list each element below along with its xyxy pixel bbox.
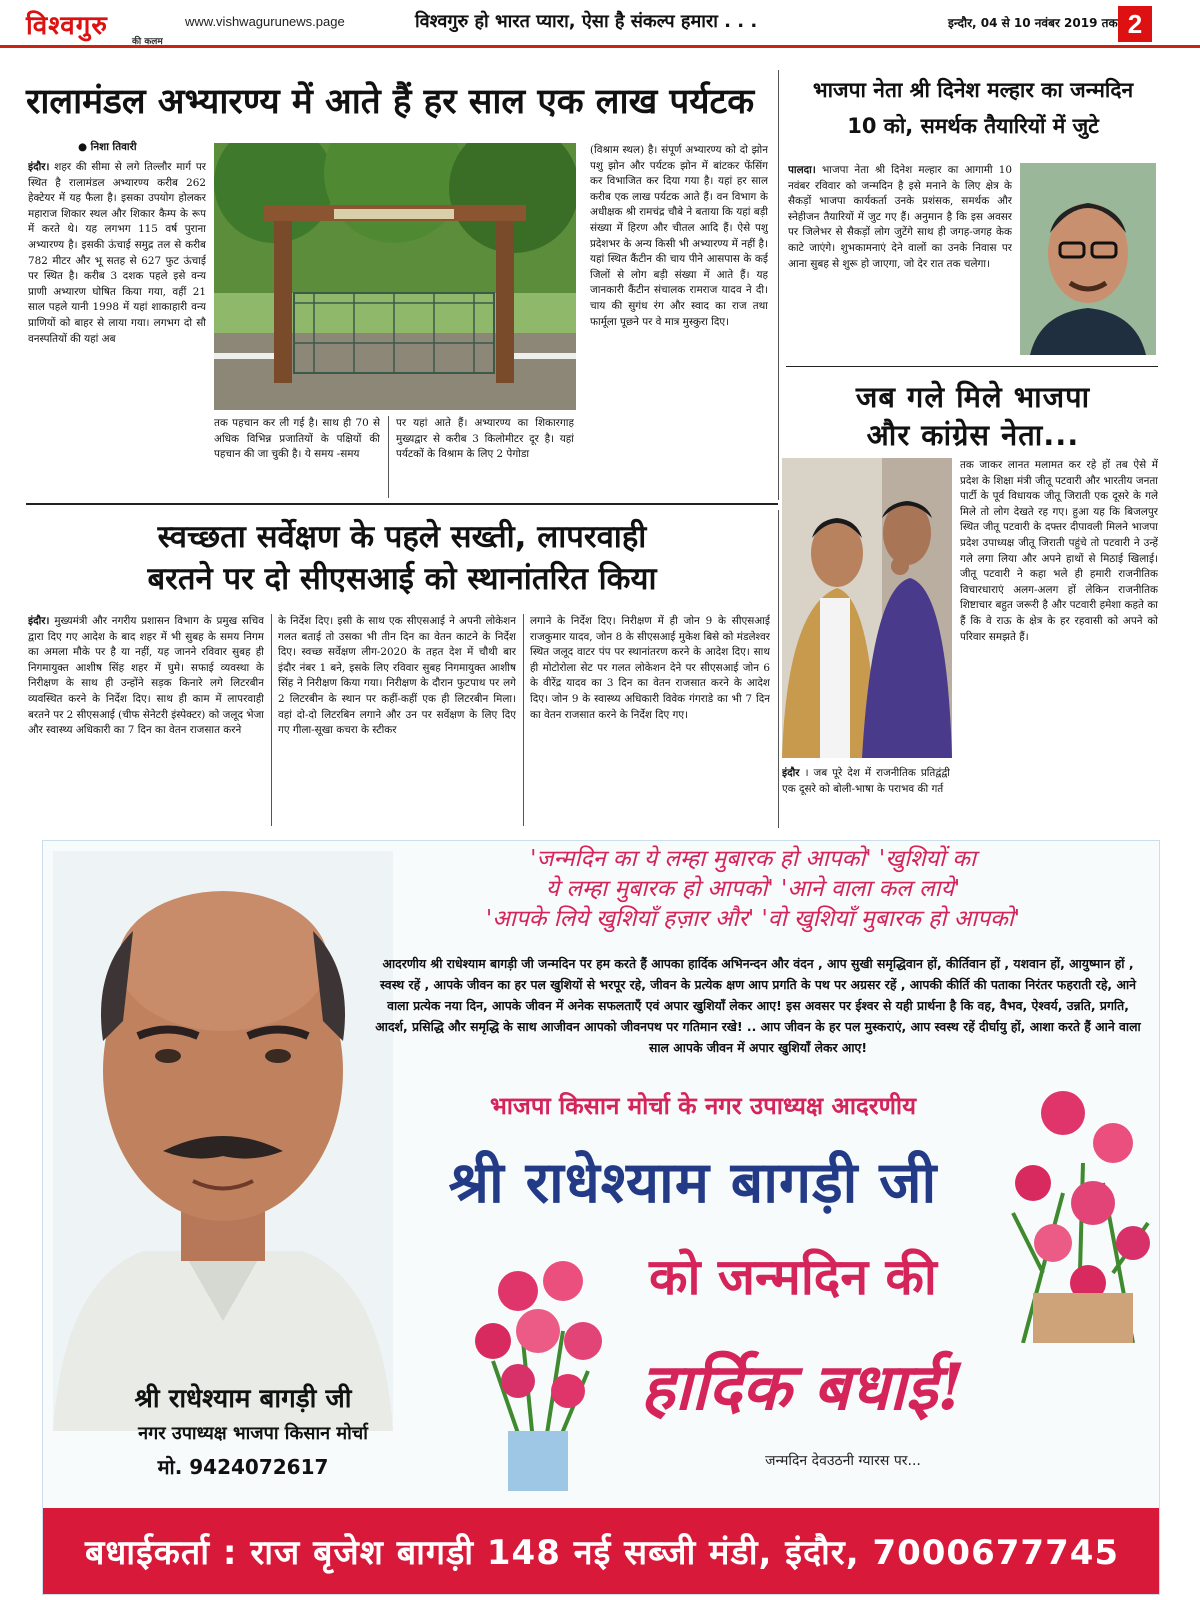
masthead xyxy=(0,0,1200,48)
column-divider xyxy=(271,614,272,826)
designation-line: भाजपा किसान मोर्चा के नगर उपाध्यक्ष आदरणीय xyxy=(489,1092,917,1120)
column-divider xyxy=(778,510,779,828)
birthday-advertisement xyxy=(42,840,1160,1595)
story4-headline: जब गले मिले भाजपा और कांग्रेस नेता... xyxy=(855,380,1091,452)
website-url[interactable]: www.vishwagurunews.page xyxy=(185,14,345,29)
slogan: विश्वगुरु हो भारत प्यारा, ऐसा है संकल्प हमारा . . . xyxy=(415,11,758,32)
section-divider xyxy=(786,366,1158,367)
leaders-embrace-photo xyxy=(782,458,952,758)
honoree-phone[interactable]: मो. 9424072617 xyxy=(157,1455,329,1479)
roses-icon xyxy=(1003,1073,1153,1343)
dinesh-malhar-photo xyxy=(1020,163,1156,355)
story1-byline: ● निशा तिवारी xyxy=(78,141,137,153)
story3-col1: इंदौर। मुख्यमंत्री और नगरीय प्रशासन विभाग के प्रमुख सचिव द्वारा दिए गए आदेश के बाद शहर में भी सुबह के समय निगम का अमला मौके पर है या नहीं, यह जानने रविवार सुबह ही निगमायुक्त आशीष सिंह शहर में घुमे। सफाई व्यवस्था के निरीक्षण के साथ ही उन्होंने सड़क किनारे लगे लिटरबीन व्यवस्थित करने के निर्देश दिए। साथ ही काम में लापरवाही बरतने पर 2 सीएसआई (चीफ सेनेटरी इंस्पेक्टर) को जलूद भेजा और स्वास्थ्य अधिकारी का 7 दिन का वेतन राजसात करने xyxy=(28,615,264,737)
wisher-address: बधाईकर्ता : राज बृजेश बागड़ी 148 नई सब्जी मंडी, इंदौर, 7000677745 xyxy=(84,1533,1120,1573)
ralamandal-gate-photo xyxy=(214,143,576,410)
column-divider xyxy=(388,416,389,498)
story1-col4: (विश्राम स्थल) है। संपूर्ण अभ्यारण्य को दो झोन पशु झोन और पर्यटक झोन में बांटकर फेंसिंग कर विभाजित कर दिया गया है। यहां हर साल करीब एक लाख पर्यटक आते हैं। वन विभाग के अधीक्षक श्री रामचंद्र चौबे ने बताया कि यहां बड़ी संख्या में हिरण और चीतल आदि हैं। ऐसे पशु प्रदेशभर के अन्य किसी भी अभ्यारण्य में नहीं है। यहां स्थित कैंटीन की चाय पीने आसपास के कई जिलों से लोग बड़ी संख्या में आते हैं। यह जानकारी कैंटीन संचालक रामराज यादव ने दी। चाय की सुगंध रंग और स्वाद का राज तथा फार्मूला पूछने पर वे मात्र मुस्कुरा दिए। xyxy=(590,144,768,328)
story2-body: पालदा। भाजपा नेता श्री दिनेश मल्हार का आगामी 10 नवंबर रविवार को जन्मदिन है इसे मनाने के लिए क्षेत्र के सैकड़ों भाजपा कार्यकर्ता उनके प्रशंसक, समर्थक और स्नेहीजन तैयारियों में जुट गए हैं। अनुमान है कि इस अवसर पर जिलेभर से सैकड़ों लोग जुटेंगे साथ ही जगह-जगह केक काटे जाएंगे। शुभकामनाएं देने वालों का उनके निवास पर आना सुबह से शुरू हो जाएगा, जो देर रात तक चलेगा। xyxy=(788,164,1012,270)
birthday-wish-lines: 'जन्मदिन का ये लम्हा मुबारक हो आपको' 'खुशियों का ये लम्हा मुबारक हो आपको' 'आने वाला कल लाये' 'आपके लिये खुशियाँ हज़ार और' 'वो खुशियाँ मुबारक हो आपको' xyxy=(485,846,1021,932)
portrait-illustration xyxy=(53,851,393,1431)
story1-dateline: इंदौर। xyxy=(28,161,50,173)
story3-dateline: इंदौर। xyxy=(28,615,50,627)
column-divider xyxy=(778,70,779,500)
honoree-big-name: श्री राधेश्याम बागड़ी जी xyxy=(448,1150,938,1216)
story3-headline: स्वच्छता सर्वेक्षण के पहले सख्ती, लापरवाही बरतने पर दो सीएसआई को स्थानांतरित किया xyxy=(147,519,657,597)
honoree-name: श्री राधेश्याम बागड़ी जी xyxy=(134,1384,352,1414)
story3-col3: लगाने के निर्देश दिए। निरीक्षण में ही जोन 9 के सीएसआई राजकुमार यादव, जोन 8 के सीएसआई मुकेश बिसे को मंडलेश्वर स्थित जलूद वाटर पंप पर स्थानांतरण करने के आदेश दिए। साथ ही मोटोरोला सेट पर गलत लोकेशन देने पर सीएसआई जोन 6 के वीरेंद्र यादव का 3 दिन का वेतन राजसात करने के आदेश दिए। जोन 9 के स्वास्थ्य अधिकारी विवेक गंगराडे का भी 7 दिन का वेतन राजसात करने के निर्देश दिए गए। xyxy=(530,615,770,721)
story2-dateline: पालदा। xyxy=(788,164,816,176)
rose-bouquet-decoration xyxy=(1003,1073,1153,1343)
story1-col3: पर यहां आते हैं। अभ्यारण्य का शिकारगाह मुख्यद्वार से करीब 3 किलोमीटर दूर है। यहां पर्यटकों के विश्राम के लिए 2 पेगोडा xyxy=(396,417,574,461)
radheshyam-bagdi-portrait xyxy=(53,851,393,1431)
section-divider xyxy=(26,503,778,505)
story4-under-photo: इंदौर । जब पूरे देश में राजनीतिक प्रतिद्वंद्वी एक दूसरे को बोली-भाषा के पराभव की गर्त xyxy=(782,767,950,795)
birthday-message: आदरणीय श्री राधेश्याम बागड़ी जी जन्मदिन पर हम करते हैं आपका हार्दिक अभिनन्दन और वंदन , आप सुखी समृद्धिवान हों, कीर्तिवान हों , यशवान हों, आयुष्मान हों , स्वस्थ रहें , आपके जीवन का हर पल खुशियों से भरपूर रहे, जीवन के प्रत्येक क्षण आप प्रगति के पथ पर अग्रसर रहें , आपकी कीर्ति की पताका निरंतर फहराती रहे, आने वाला प्रत्येक नया दिन, आपके जीवन में अनेक सफलताएँ एवं अपार खुशियाँ लेकर आए! इस अवसर पर ईश्वर से यही प्रार्थना है कि वह, वैभव, ऐश्वर्य, उन्नति, प्रगति, आदर्श, प्रसिद्धि और समृद्धि के साथ आजीवन आपको जीवनपथ पर गतिमान रखे! .. आप जीवन के हर पल मुस्कराएं, आप स्वस्थ रहें दीर्घायु हों, आशा करते हैं आने वाला साल आपके जीवन में अपार खुशियाँ लेकर आए! xyxy=(375,956,1141,1055)
issue-dateline: इन्दौर, 04 से 10 नवंबर 2019 तक xyxy=(948,16,1118,30)
two-leaders-illustration xyxy=(782,458,952,758)
page-number: 2 xyxy=(1118,6,1152,42)
story3-col2: के निर्देश दिए। इसी के साथ एक सीएसआई ने अपनी लोकेशन गलत बताई तो उसका भी तीन दिन का वेतन काटने के निर्देश दिए। स्वच्छ सर्वेक्षण लीग-2020 के तहत देश में चौथी बार इंदौर नंबर 1 बने, इसके लिए रविवार सुबह निगमायुक्त आशीष सिंह ने निरीक्षण किया गया। निरीक्षण के दौरान फुटपाथ पर लगे 2 लिटरबीन के स्थान पर कहीं-कहीं एक ही लिटरबीन मिला। वहां दो-दो लिटरबिन लगाने और उन पर सर्वेक्षण के लिए दिए गए गीला-सूखा कचरा के स्टीकर xyxy=(278,615,516,737)
story1-col2: तक पहचान कर ली गई है। साथ ही 70 से अधिक विभिन्न प्रजातियों के पक्षियों की पहचान की जा चुकी है। ये समय -समय xyxy=(214,417,380,461)
newspaper-logo: विश्वगुरु की कलम xyxy=(26,11,163,47)
story2-headline: भाजपा नेता श्री दिनेश मल्हार का जन्मदिन 10 को, समर्थक तैयारियों में जुटे xyxy=(812,78,1134,138)
story4-body: तक जाकर लानत मलामत कर रहे हों तब ऐसे में प्रदेश के शिक्षा मंत्री जीतू पटवारी और भारतीय जनता पार्टी के पूर्व विधायक जीतू जिराती एक दूसरे के गले मिले तो लोग देखते रह गए। हुआ यह कि बिजलपुर स्थित जीतू पटवारी के दफ्तर दीपावली मिलने भाजपा प्रदेश उपाध्यक्ष जीतू जिराती पहुंचे तो पटवारी ने उन्हें गले लगा लिया और अपने हाथों से मिठाई खिलाई। जीतू पटवारी ने कहा भले ही हमारी राजनीतिक विचारधाराएं अलग-अलग हों लेकिन राजनीतिक शिष्टाचार बहुत जरूरी है और पटवारी हमेशा कहते का हैं कि वे राऊ के क्षेत्र के हर रहवासी को अपने को परिवार समझते हैं। xyxy=(960,459,1158,643)
wisher-footer-band xyxy=(43,1508,1160,1594)
story4-dateline: इंदौर xyxy=(782,767,800,779)
portrait-illustration xyxy=(1020,163,1156,355)
honoree-post: नगर उपाध्यक्ष भाजपा किसान मोर्चा xyxy=(138,1423,368,1444)
birthday-line: को जन्मदिन की xyxy=(649,1248,937,1306)
forest-gate-illustration xyxy=(214,143,576,410)
greeting-calligraphy: हार्दिक बधाई! xyxy=(640,1350,966,1425)
story1-col1: इंदौर। शहर की सीमा से लगे तिल्लौर मार्ग पर स्थित है रालामंडल अभ्यारण्य करीब 262 हेक्टेयर में यह फैला है। इसका उपयोग होलकर महाराज शिकार स्थल और शिकार कैम्प के रूप में करते थे। यह लगभग 115 वर्ष पुराना अभ्यारण्य है। इसकी ऊंचाई समुद्र तल से करीब 782 मीटर और भू सतह से 627 फुट ऊंचाई पर स्थित है। करीब 3 दशक पहले इसे वन्य प्राणी अभ्यारण घोषित किया गया, वहीं 21 साल पहले यानी 1998 में यहां शाकाहारी वन्य प्राणियों को बाहर से लाया गया। लगभग दो सौ वनस्पतियों की यहां अब xyxy=(28,161,206,345)
story1-headline: रालामंडल अभ्यारण्य में आते हैं हर साल एक लाख पर्यटक xyxy=(26,82,755,122)
occasion-text: जन्मदिन देवउठनी ग्यारस पर... xyxy=(765,1453,921,1469)
column-divider xyxy=(523,614,524,826)
